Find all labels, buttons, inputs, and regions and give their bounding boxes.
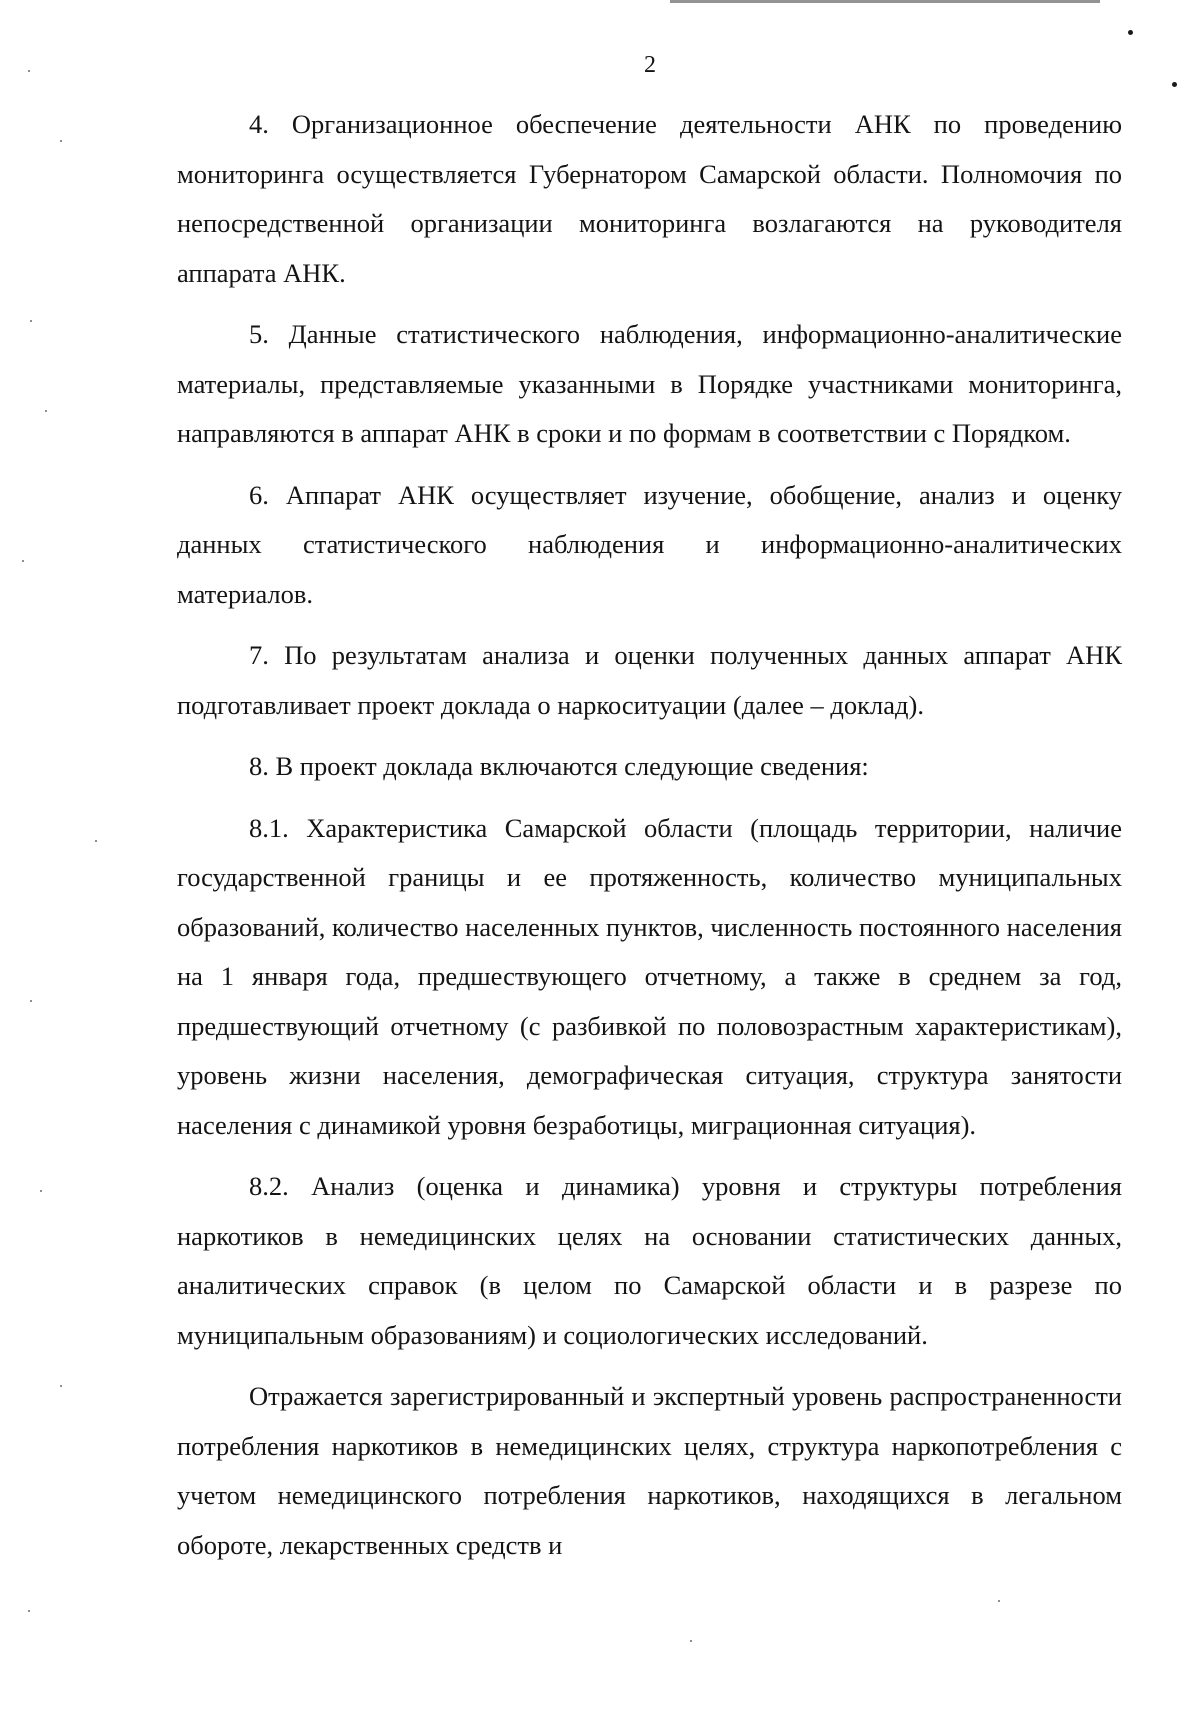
paragraph-7: 7. По результатам анализа и оценки полученных данных аппарат АНК подготавливает проект доклада о наркоситуации (далее – доклад). (177, 640, 1122, 720)
paragraph-8-1: 8.1. Характеристика Самарской области (площадь территории, наличие государственной границы и ее протяженность, количество муниципальных образований, количество населенных пунктов, численность постоянного населения на 1 января года, предшествующего отчетному, а также в среднем за год, предшествующий отчетному (с разбивкой по половозрастным характеристикам), уровень жизни населения, демографическая ситуация, структура занятости населения с динамикой уровня безработицы, миграционная ситуация). (177, 812, 1122, 1140)
scan-speck (1172, 82, 1177, 87)
scan-speck (60, 1385, 62, 1387)
paragraph-8: 8. В проект доклада включаются следующие сведения: (249, 751, 869, 781)
paragraph-8-2-continuation: Отражается зарегистрированный и экспертный уровень распространенности потребления наркотиков в немедицинских целях, структура наркопотребления с учетом немедицинского потребления наркотиков, находящихся в легальном обороте, лекарственных средств и (177, 1381, 1122, 1560)
top-edge-rule (670, 0, 1100, 3)
document-body (177, 100, 1122, 1582)
scan-speck (30, 320, 32, 322)
paragraph-8-2: 8.2. Анализ (оценка и динамика) уровня и структуры потребления наркотиков в немедицинских целях на основании статистических данных, аналитических справок (в целом по Самарской области и в разрезе по муниципальным образованиям) и социологических исследований. (177, 1171, 1122, 1350)
scan-speck (95, 840, 97, 842)
scan-speck (22, 560, 24, 562)
scan-speck (1128, 30, 1133, 35)
page-number: 2 (644, 52, 656, 78)
scan-speck (998, 1600, 1000, 1602)
scan-speck (30, 1000, 32, 1002)
scan-speck (28, 70, 30, 72)
paragraph-5: 5. Данные статистического наблюдения, информационно-аналитические материалы, представляемые указанными в Порядке участниками мониторинга, направляются в аппарат АНК в сроки и по формам в соответствии с Порядком. (177, 319, 1122, 448)
paragraph-6: 6. Аппарат АНК осуществляет изучение, обобщение, анализ и оценку данных статистического наблюдения и информационно-аналитических материалов. (177, 479, 1122, 609)
scan-speck (28, 1610, 30, 1612)
scan-speck (690, 1640, 692, 1642)
paragraph-4: 4. Организационное обеспечение деятельности АНК по проведению мониторинга осуществляется Губернатором Самарской области. Полномочия по непосредственной организации мониторинга возлагаются на руководителя аппарата АНК. (177, 109, 1122, 288)
scan-speck (45, 410, 47, 412)
scan-speck (60, 140, 62, 142)
scan-speck (40, 1190, 42, 1192)
